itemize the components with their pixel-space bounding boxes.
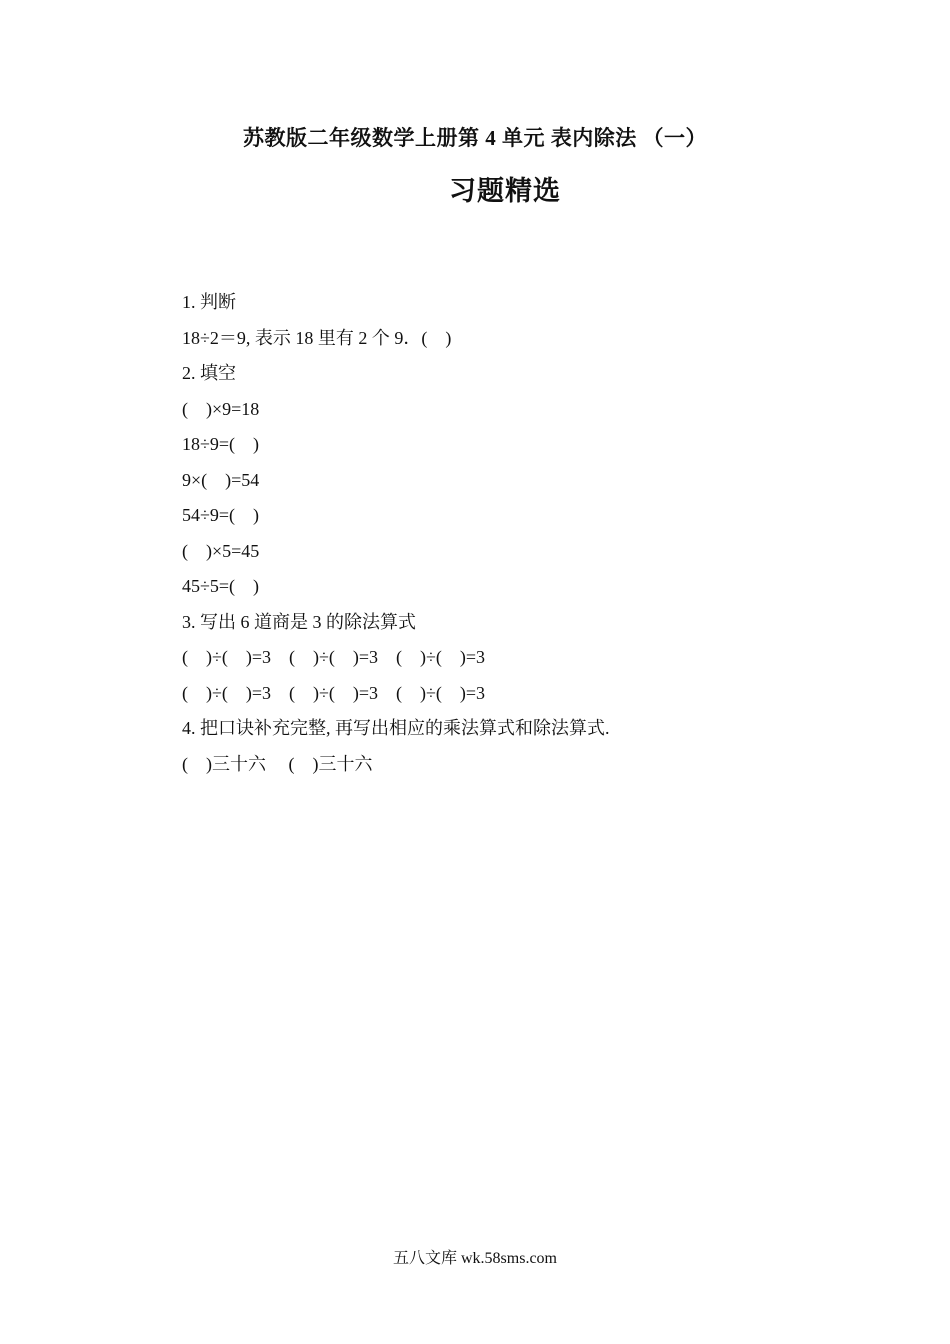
fill-blank-line: 9×( )=54 — [182, 469, 260, 490]
question-2-heading: 2. 填空 — [182, 363, 236, 383]
document-subtitle: 习题精选 — [449, 176, 561, 206]
multiplication-rhyme-line: ( )三十六 ( )三十六 — [182, 753, 373, 774]
question-1-statement: 18÷2＝9, 表示 18 里有 2 个 9．( ) — [182, 327, 452, 348]
fill-blank-line: 18÷9=( ) — [182, 434, 260, 454]
question-4-heading: 4. 把口诀补充完整, 再写出相应的乘法算式和除法算式. — [182, 718, 610, 738]
fill-blank-line: ( )×9=18 — [182, 398, 260, 419]
division-blanks-row: ( )÷( )=3 ( )÷( )=3 ( )÷( )=3 — [182, 647, 486, 667]
fill-blank-line: 45÷5=( ) — [182, 576, 260, 596]
document-title: 苏教版二年级数学上册第 4 单元 表内除法 （一） — [243, 126, 707, 150]
division-blanks-row: ( )÷( )=3 ( )÷( )=3 ( )÷( )=3 — [182, 682, 486, 703]
exercise-content — [182, 288, 882, 785]
footer-watermark: 五八文库 wk.58sms.com — [392, 1250, 557, 1267]
fill-blank-line: 54÷9=( ) — [182, 505, 260, 525]
fill-blank-line: ( )×5=45 — [182, 540, 260, 561]
question-3-heading: 3. 写出 6 道商是 3 的除法算式 — [182, 611, 416, 632]
question-1-heading: 1. 判断 — [182, 292, 236, 312]
